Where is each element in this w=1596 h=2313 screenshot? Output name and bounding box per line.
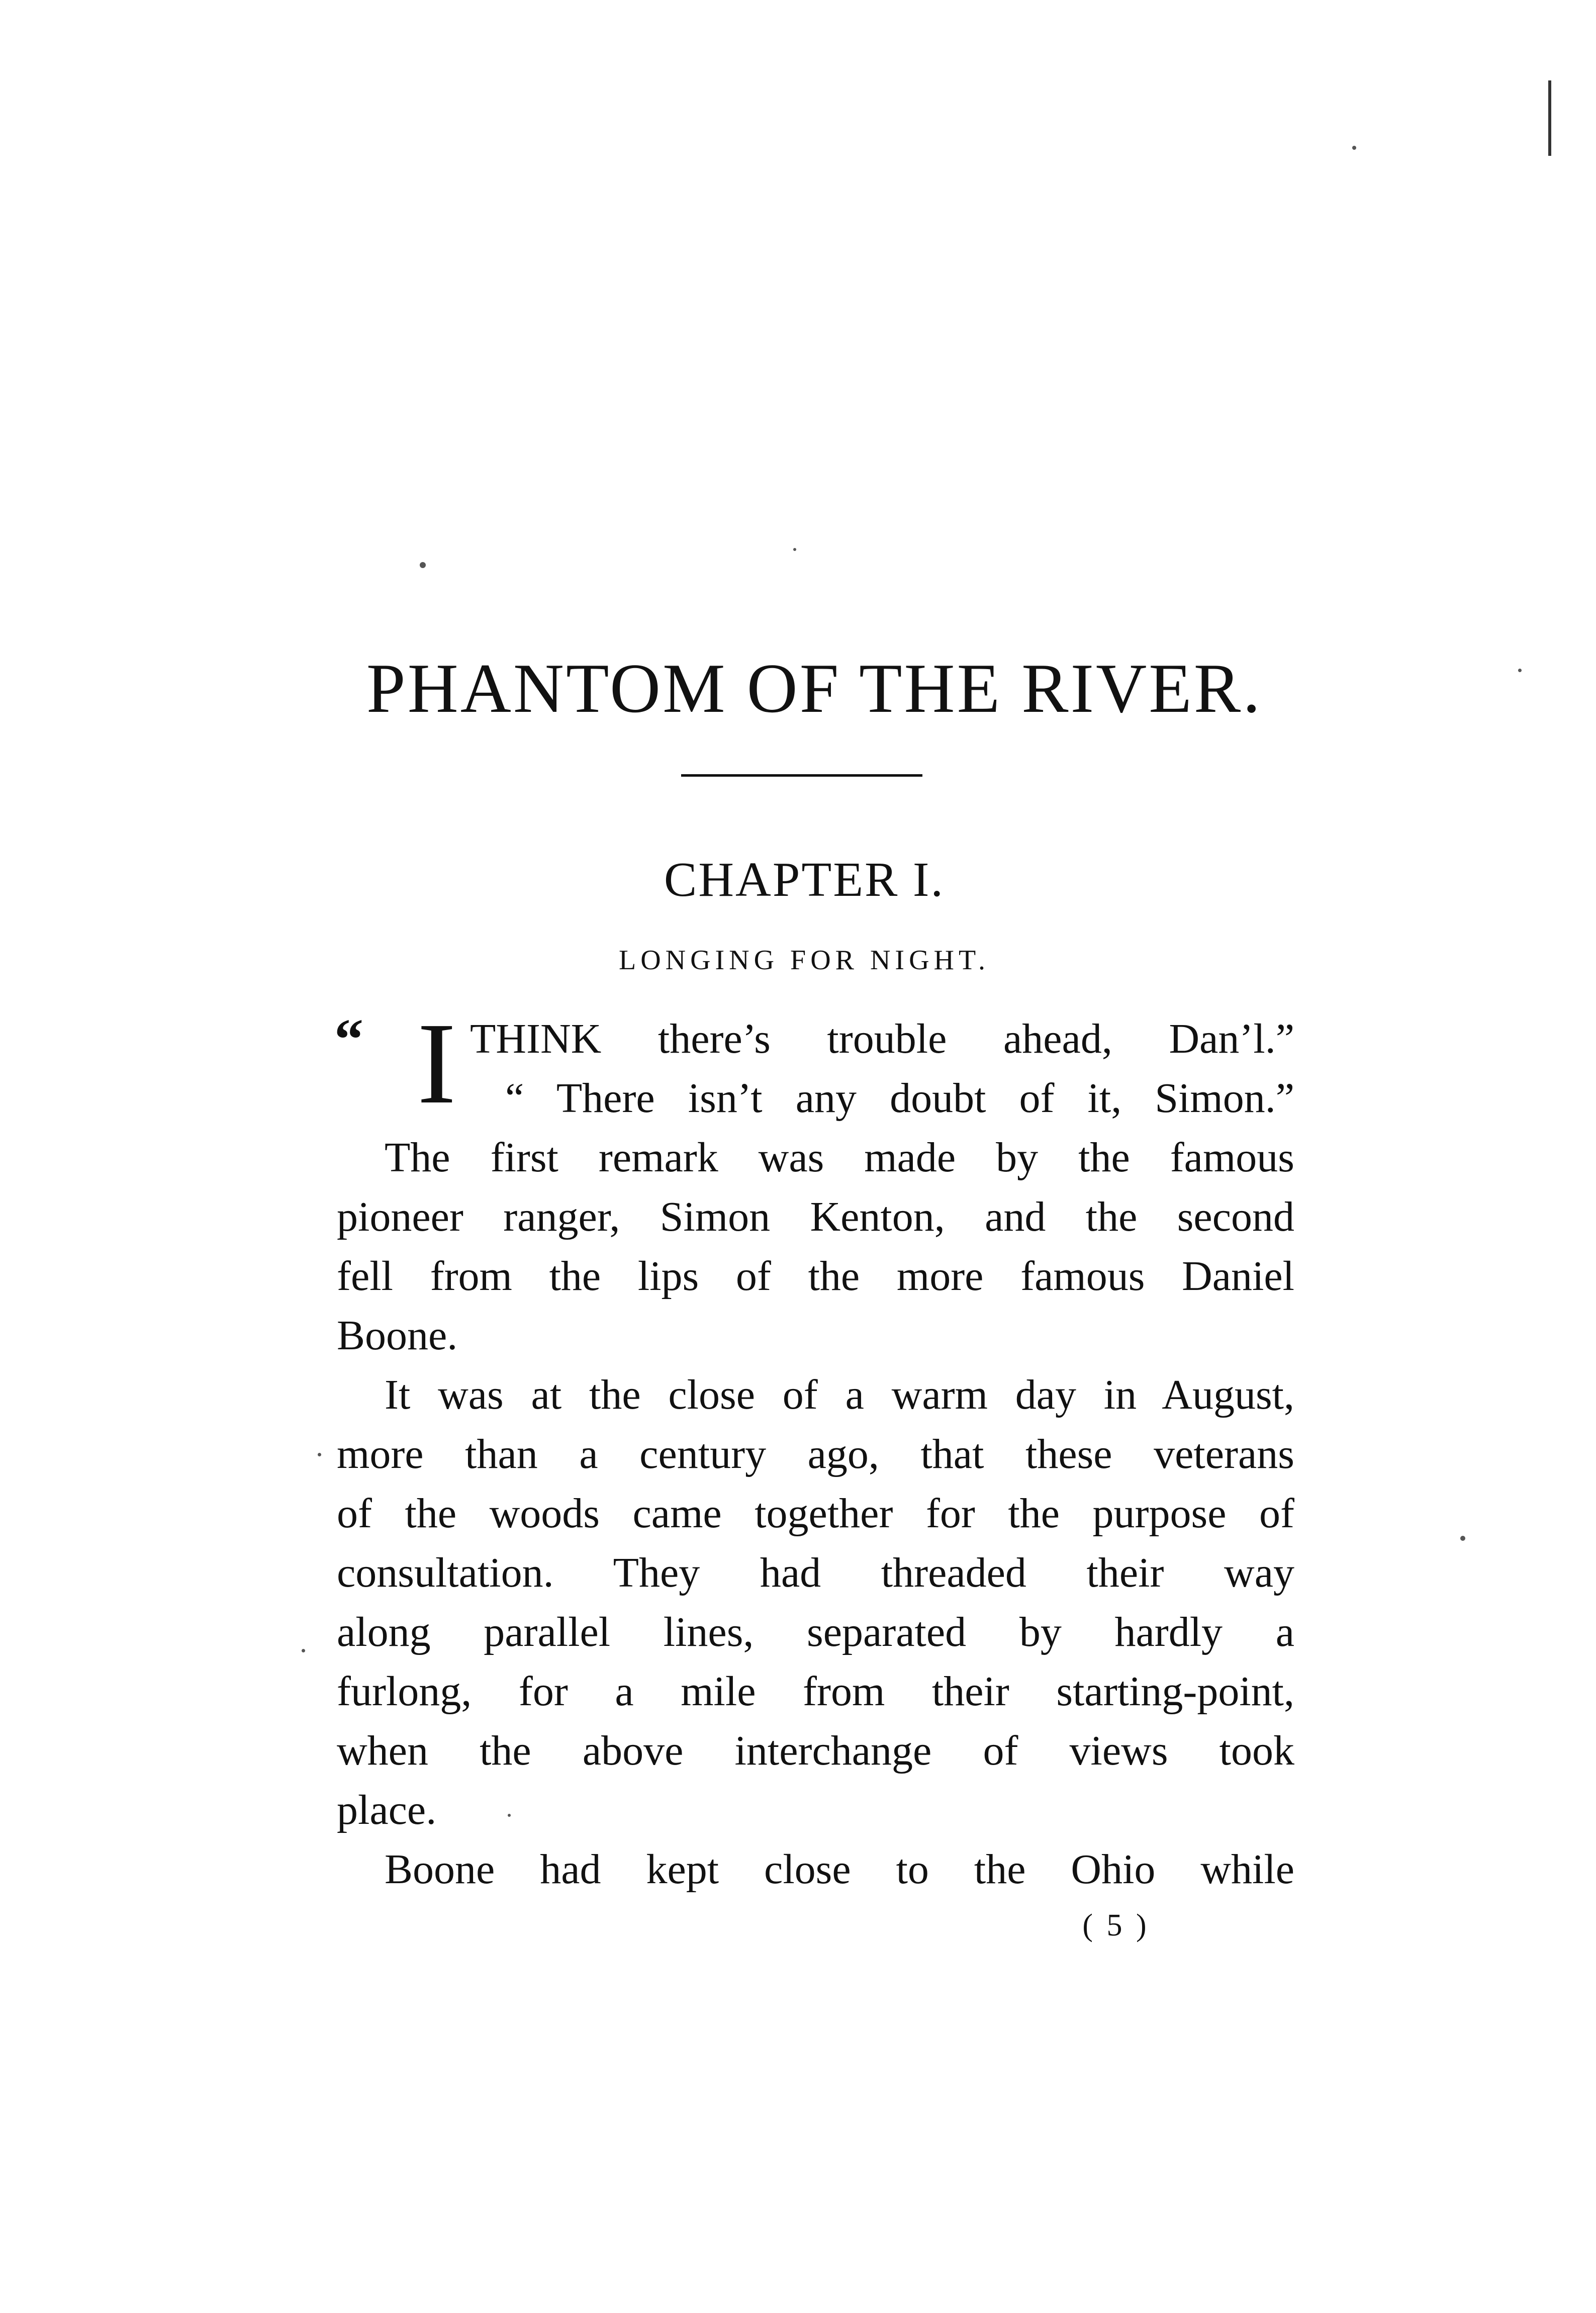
text-line: when the above interchange of views took <box>337 1727 1294 1774</box>
chapter-subtitle: LONGING FOR NIGHT. <box>618 945 990 976</box>
text-line: pioneer ranger, Simon Kenton, and the second <box>337 1193 1294 1240</box>
chapter-heading: CHAPTER I. <box>664 853 945 907</box>
text-line: consultation. They had threaded their way <box>337 1549 1294 1596</box>
drop-cap-initial: I <box>417 999 456 1128</box>
text-line: along parallel lines, separated by hardly a <box>337 1609 1294 1655</box>
paper-speck <box>302 1649 305 1652</box>
paper-speck <box>420 562 426 568</box>
paper-speck <box>508 1814 511 1817</box>
title-rule <box>681 774 922 777</box>
paper-speck <box>1352 146 1356 150</box>
text-line: Boone. <box>337 1312 458 1359</box>
text-line: “ There isn’t any doubt of it, Simon.” <box>505 1075 1294 1122</box>
paper-speck <box>318 1453 321 1456</box>
page-number: ( 5 ) <box>1082 1908 1150 1942</box>
text-line: Boone had kept close to the Ohio while <box>385 1846 1294 1893</box>
text-line: fell from the lips of the more famous Daniel <box>337 1253 1294 1300</box>
paper-speck <box>793 548 796 551</box>
text-line: place. <box>337 1787 437 1833</box>
text-line: more than a century ago, that these veterans <box>337 1431 1294 1477</box>
text-line: It was at the close of a warm day in August, <box>385 1371 1294 1418</box>
page-edge-mark <box>1548 80 1551 156</box>
text-line: THINK there’s trouble ahead, Dan’l.” <box>470 1015 1294 1062</box>
paper-speck <box>1460 1536 1465 1541</box>
text-line: The first remark was made by the famous <box>385 1134 1294 1181</box>
book-title: PHANTOM OF THE RIVER. <box>366 650 1263 727</box>
opening-quote-mark: “ <box>334 1007 363 1072</box>
text-line: of the woods came together for the purpose of <box>337 1490 1294 1537</box>
paper-speck <box>1518 669 1522 672</box>
text-line: furlong, for a mile from their starting-point, <box>337 1668 1294 1715</box>
